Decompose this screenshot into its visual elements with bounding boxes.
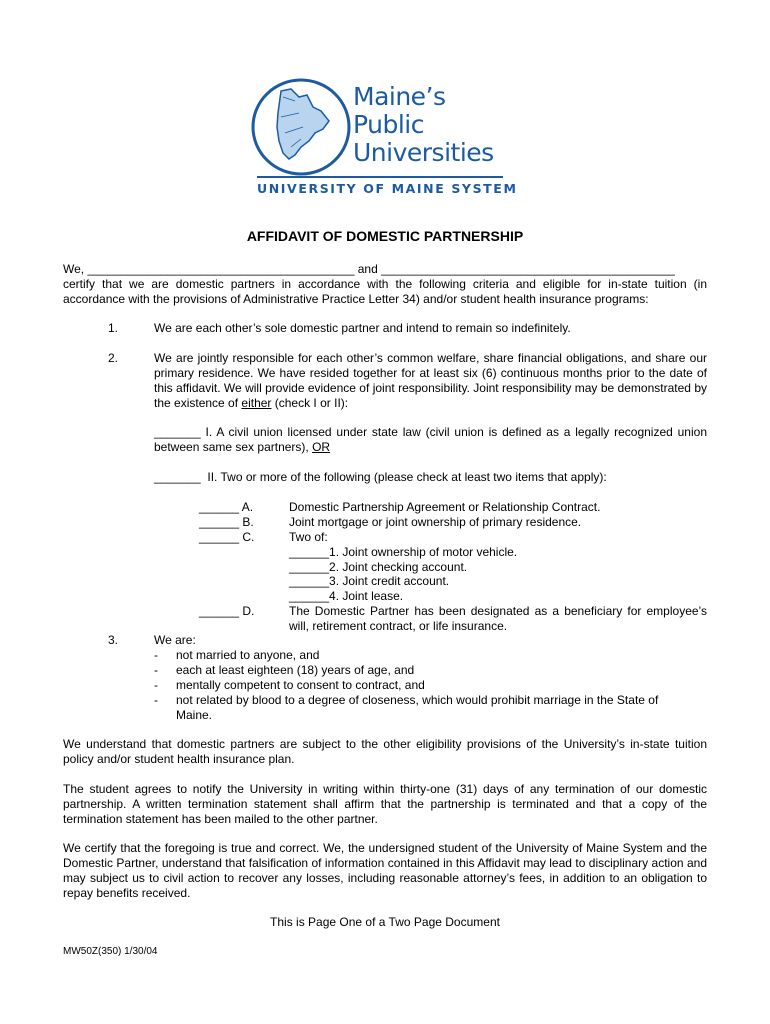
certification-paragraph: We certify that the foregoing is true and correct. We, the undersigned student of the University of Maine System and the Domestic Partner, understand that falsification of information contained in this Affidavit may lead to disciplinary action and may subject us to civil action to recover any losses, including reasonable attorney’s fees, in addition to an obligation to repay benefits received. xyxy=(63,841,707,900)
item-2-number: 2. xyxy=(108,351,119,365)
intro-paragraph: certify that we are domestic partners in accordance with the following criteria and eligible for in-state tuition (in accordance with the provisions of Administrative Practice Letter 34) and/or student health insurance programs: xyxy=(63,277,707,306)
condition-4: not related by blood to a degree of closeness, which would prohibit marriage in the State of Maine. xyxy=(176,693,659,722)
form-code: MW50Z(350) 1/30/04 xyxy=(63,946,158,957)
logo-line-2: Public xyxy=(353,110,424,139)
or-emphasis: OR xyxy=(312,440,331,454)
bullet-dash: - xyxy=(154,663,158,677)
item-1-text: We are each other’s sole domestic partner and intend to remain so indefinitely. xyxy=(154,321,571,335)
item-2-text: We are jointly responsible for each other’s common welfare, share financial obligations, and share our primary residence. We have resided together for at least six (6) continuous months prior to the date of this affidavit. We will provide evidence of joint responsibility. Joint responsibility may be demonstrated by the existence of either (check I or II): xyxy=(154,351,707,410)
university-logo xyxy=(249,77,518,196)
logo-divider xyxy=(257,176,503,178)
bullet-dash: - xyxy=(154,678,158,692)
bullet-dash: - xyxy=(154,648,158,662)
logo-system-name: UNIVERSITY OF MAINE SYSTEM xyxy=(257,181,518,196)
eligibility-paragraph: We understand that domestic partners are subject to the other eligibility provisions of the University’s in-state tuition policy and/or student health insurance plan. xyxy=(63,737,707,766)
sub-c2[interactable]: ______2. Joint checking account. xyxy=(289,560,468,574)
item-1-number: 1. xyxy=(108,321,119,335)
sub-b-text: Joint mortgage or joint ownership of primary residence. xyxy=(289,515,582,529)
logo-line-1: Maine’s xyxy=(353,82,446,111)
option-i-text: _______ I. A civil union licensed under state law (civil union is defined as a legally recognized union between same sex partners), OR xyxy=(154,425,707,454)
logo-line-3: Universities xyxy=(353,138,494,167)
option-ii-text: _______ II. Two or more of the following (please check at least two items that apply): xyxy=(154,470,607,484)
sub-c-text: Two of: xyxy=(289,530,328,544)
either-emphasis: either xyxy=(241,396,272,410)
condition-2: each at least eighteen (18) years of age, and xyxy=(176,663,415,677)
condition-3: mentally competent to consent to contract, and xyxy=(176,678,425,692)
termination-paragraph: The student agrees to notify the University in writing within thirty-one (31) days of any termination of our domestic partnership. A written termination statement shall affirm that the partnership is terminated and that a copy of the termination statement has been mailed to the other partner. xyxy=(63,782,707,826)
maine-state-icon xyxy=(251,77,351,177)
page-note: This is Page One of a Two Page Document xyxy=(270,915,500,929)
bullet-dash: - xyxy=(154,693,158,707)
sub-c-label[interactable]: ______ C. xyxy=(199,530,255,544)
option-i-blank[interactable]: _______ xyxy=(154,425,201,439)
sub-d-text: The Domestic Partner has been designated as a beneficiary for employee’s will, retirement contract, or life insurance. xyxy=(289,604,707,633)
condition-1: not married to anyone, and xyxy=(176,648,320,662)
sub-c1[interactable]: ______1. Joint ownership of motor vehicle. xyxy=(289,545,518,559)
item-3-text: We are: xyxy=(154,633,196,647)
sub-d-label[interactable]: ______ D. xyxy=(199,604,255,618)
sub-b-label[interactable]: ______ B. xyxy=(199,515,254,529)
partner-names-line: We, ________________________________________ and ____________________________________________ xyxy=(63,262,675,276)
sub-a-text: Domestic Partnership Agreement or Relationship Contract. xyxy=(289,500,601,514)
sub-c4[interactable]: ______4. Joint lease. xyxy=(289,589,404,603)
page-title: AFFIDAVIT OF DOMESTIC PARTNERSHIP xyxy=(246,228,524,244)
sub-a-label[interactable]: ______ A. xyxy=(199,500,254,514)
item-3-number: 3. xyxy=(108,633,119,647)
logo-wordmark xyxy=(353,83,494,167)
sub-c3[interactable]: ______3. Joint credit account. xyxy=(289,574,450,588)
